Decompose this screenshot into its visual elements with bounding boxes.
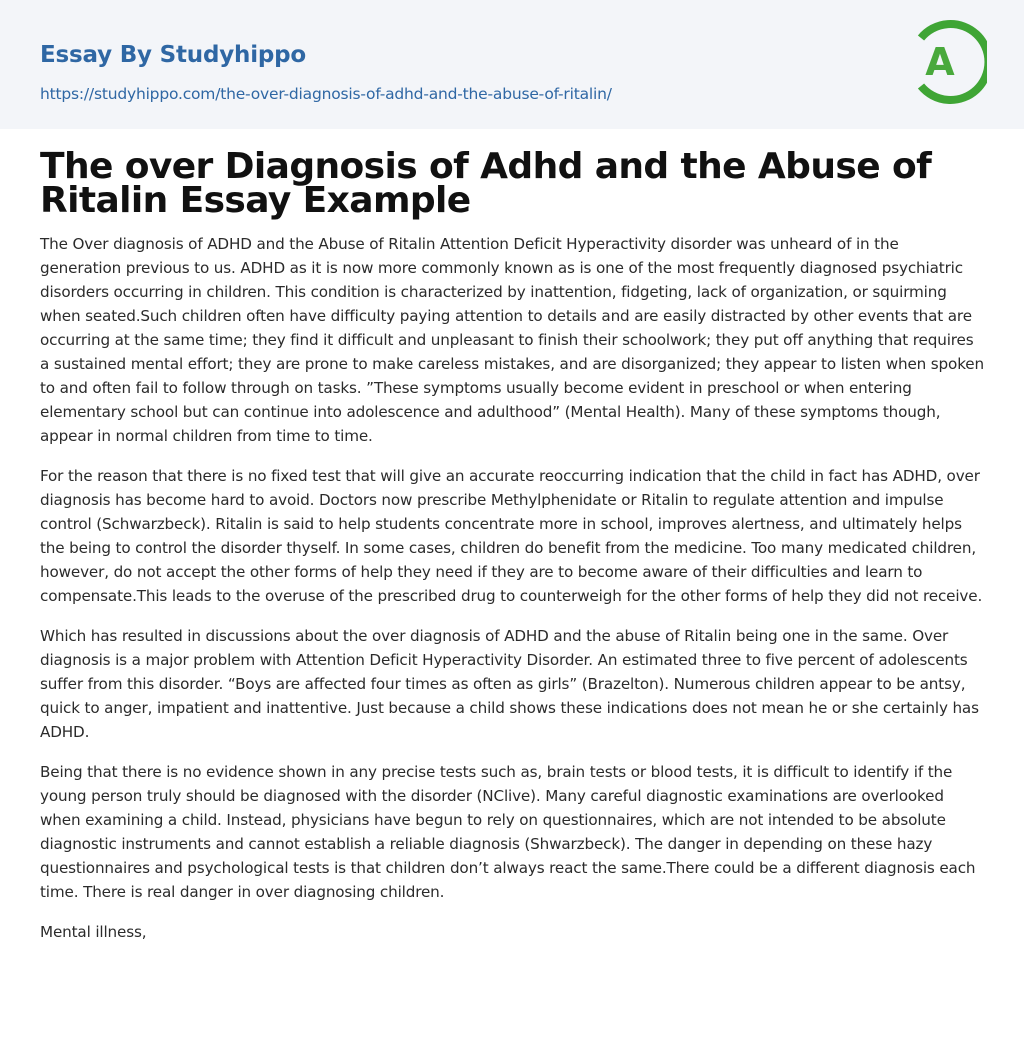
article (40, 146, 984, 960)
essay-url-link[interactable]: https://studyhippo.com/the-over-diagnosis-of-adhd-and-the-abuse-of-ritalin/ (40, 85, 612, 103)
article-paragraph: Mental illness, (40, 923, 147, 941)
article-paragraph: Being that there is no evidence shown in any precise tests such as, brain tests or blood tests, it is difficult to identify if the young person truly should be diagnosed with the disorder (NClive). Many careful diagnostic examinations are overlooked when examining a child. Instead, physicians have begun to rely on questionnaires, which are not intended to be absolute diagnostic instruments and cannot establish a reliable diagnosis (Shwarzbeck). The danger in depending on these hazy questionnaires and psychological tests is that children don’t always react the same.There could be a different diagnosis each time. There is real danger in over diagnosing children. (40, 763, 976, 901)
site-header (0, 0, 1024, 129)
article-paragraph: The Over diagnosis of ADHD and the Abuse of Ritalin Attention Deficit Hyperactivity disorder was unheard of in the generation previous to us. ADHD as it is now more commonly known as is one of the most frequently diagnosed psychiatric disorders occurring in children. This condition is characterized by inattention, fidgeting, lack of organization, or squirming when seated.Such children often have difficulty paying attention to details and are easily distracted by other events that are occurring at the same time; they find it difficult and unpleasant to finish their schoolwork; they put off anything that requires a sustained mental effort; they are prone to make careless mistakes, and are disorganized; they appear to listen when spoken to and often fail to follow through on tasks. ”These symptoms usually become evident in preschool or when entering elementary school but can continue into adolescence and adulthood” (Mental Health). Many of these symptoms though, appear in normal children from time to time. (40, 235, 984, 445)
article-title: The over Diagnosis of Adhd and the Abuse of Ritalin Essay Example (40, 146, 932, 221)
article-paragraph: For the reason that there is no fixed test that will give an accurate reoccurring indication that the child in fact has ADHD, over diagnosis has become hard to avoid. Doctors now prescribe Methylphenidate or Ritalin to regulate attention and impulse control (Schwarzbeck). Ritalin is said to help students concentrate more in school, improves alertness, and ultimately helps the being to control the disorder thyself. In some cases, children do benefit from the medicine. Too many medicated children, however, do not accept the other forms of help they need if they are to become aware of their difficulties and learn to compensate.This leads to the overuse of the prescribed drug to counterweigh for the other forms of help they did not receive. (40, 467, 983, 605)
site-brand[interactable]: Essay By Studyhippo (40, 42, 307, 68)
article-paragraph: Which has resulted in discussions about the over diagnosis of ADHD and the abuse of Ritalin being one in the same. Over diagnosis is a major problem with Attention Deficit Hyperactivity Disorder. An estimated three to five percent of adolescents suffer from this disorder. “Boys are affected four times as often as girls” (Brazelton). Numerous children appear to be antsy, quick to anger, impatient and inattentive. Just because a child shows these indications does not mean he or she certainly has ADHD. (40, 627, 979, 741)
article-body (40, 232, 984, 944)
studyhippo-logo-icon[interactable] (909, 18, 987, 106)
logo-letter: A (925, 40, 955, 84)
